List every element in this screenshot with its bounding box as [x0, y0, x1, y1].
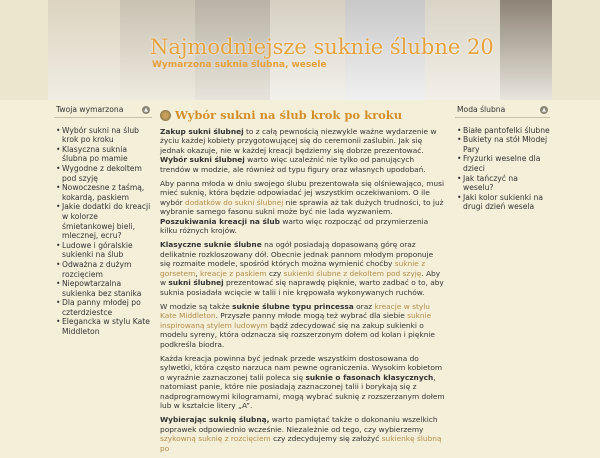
- inline-link[interactable]: kreacje w stylu Kate Middleton: [160, 301, 430, 321]
- sidebar-link[interactable]: • Wybór sukni na ślub krok po kroku: [56, 126, 152, 145]
- text: . Aby w: [160, 268, 441, 288]
- left-sidebar: [54, 104, 152, 337]
- inline-link[interactable]: dodatków do sukni ślubnej: [185, 197, 284, 207]
- text: nie sprawia aż tak dużych trudności, to już wybranie samego fasonu sukni może być nie lada wyzwaniem.: [160, 197, 444, 217]
- header-banner: [0, 0, 600, 100]
- left-sidebar-list: [54, 126, 152, 337]
- site-title[interactable]: Najmodniejsze suknie ślubne 20: [150, 35, 494, 59]
- text: Aby panna młoda w dniu swojego ślubu prezentowała się olśniewająco, musi mieć suknię, która będzie odpowiadać jej wszystkim oczekiwaniom. O ile wybór: [160, 179, 445, 207]
- flower-icon: [160, 110, 171, 121]
- text: ,: [195, 268, 200, 278]
- right-sidebar-list: [455, 126, 550, 212]
- text: czy: [266, 268, 284, 278]
- site-subtitle: Wymarzona suknia ślubna, wesele: [152, 60, 327, 70]
- sidebar-link[interactable]: • Jak tańczyć na weselu?: [457, 174, 550, 193]
- bold-phrase: suknie ślubne typu princessa: [232, 301, 354, 311]
- paragraph: [160, 354, 445, 410]
- text: warto więc uzależnić nie tylko od panujących trendów w modzie, ale również od typu figury oraz własnych upodobań.: [160, 155, 426, 174]
- text: W modzie są także: [160, 301, 233, 311]
- text: bądź zdecydować się na zakup sukienki o modelu syreny, która odznacza się rozszerzonym dołem od kolan i pięknie podkreśla biodra.: [160, 320, 435, 349]
- paragraph: [160, 127, 445, 174]
- left-sidebar-heading: Twoja wymarzona: [56, 105, 124, 114]
- text: prezentować się naprawdę pięknie, warto zadbać o to, aby suknia posiadała wcięcie w talii i nie krępowała wykonywanych ruchów.: [160, 278, 444, 297]
- inline-link[interactable]: szykowną suknię z rozcięciem: [160, 434, 271, 444]
- bold-phrase: Zakup sukni ślubnej: [160, 127, 244, 136]
- collapse-toggle-icon[interactable]: ▲: [142, 106, 150, 114]
- sidebar-link[interactable]: • Elegancka w stylu Kate Middleton: [56, 317, 152, 336]
- bold-phrase: Poszukiwania kreacji na ślub: [160, 216, 280, 226]
- bold-phrase: sukni ślubnej: [168, 278, 224, 288]
- text: warto więc rozpocząć od przymierzenia kilku różnych krojów.: [160, 216, 429, 236]
- text: czy zdecydujemy się założyć: [270, 434, 382, 444]
- sidebar-link[interactable]: • Odważna z dużym rozcięciem: [56, 260, 152, 279]
- right-sidebar: [455, 104, 550, 212]
- bride-photo: [500, 0, 552, 100]
- bride-photo: [48, 0, 120, 100]
- sidebar-link[interactable]: • Klasyczna suknia ślubna po mamie: [56, 145, 152, 164]
- bold-phrase: Klasyczne suknie ślubne: [160, 240, 262, 250]
- paragraph: [160, 302, 445, 349]
- sidebar-link[interactable]: • Jakie dodatki do kreacji w kolorze śmietankowej bieli, mlecznej, ecru?: [56, 202, 152, 240]
- sidebar-link[interactable]: • Fryzurki weselne dla dzieci: [457, 154, 550, 173]
- paragraph: [160, 240, 445, 296]
- article: [160, 107, 445, 458]
- inline-link[interactable]: sukienkę ślubną po: [160, 434, 442, 453]
- text: , natomiast panie, które nie posiadają zaznaczonej talii i borykają się z nadprogramowymi kilogramami, mogą wybrać suknię z rozszerzanym dołem lub w kształcie litery „A”.: [160, 372, 445, 410]
- bold-phrase: suknie o fasonach klasycznych: [305, 372, 434, 382]
- sidebar-link[interactable]: • Nowoczesne z taśmą, kokardą, paskiem: [56, 183, 152, 202]
- bold-phrase: Wybór sukni ślubnej: [160, 155, 245, 165]
- text: oraz: [353, 301, 375, 311]
- paragraph: [160, 415, 445, 453]
- sidebar-link[interactable]: • Bukiety na stół Młodej Pary: [457, 135, 550, 154]
- collapse-toggle-icon[interactable]: ▲: [540, 106, 548, 114]
- post-title: Wybór sukni na ślub krok po kroku: [175, 107, 403, 122]
- sidebar-link[interactable]: • Wygodne z dekoltem pod szyję: [56, 164, 152, 183]
- bold-phrase: Wybierając suknię ślubną,: [160, 415, 270, 425]
- right-sidebar-header: [455, 104, 550, 118]
- sidebar-link[interactable]: • Ludowe i góralskie sukienki na ślub: [56, 241, 152, 260]
- sidebar-link[interactable]: • Białe pantofelki ślubne: [457, 126, 550, 136]
- post-header: [160, 107, 445, 122]
- text: warto pamiętać także o dokonaniu wszelkich poprawek odpowiednio wcześnie. Niezależnie od tego, czy wybierzemy: [160, 415, 438, 434]
- inline-link[interactable]: sukienki ślubne z dekoltem pod szyję: [283, 268, 422, 278]
- sidebar-link[interactable]: • Niepowtarzalna sukienka bez stanika: [56, 279, 152, 298]
- text: na ogół posiadają dopasowaną górę oraz delikatnie rozkloszowany dół. Obecnie jednak pannom młodym proponuje się rozmaite modele, spośród których można wymienić choćby: [160, 240, 434, 269]
- sidebar-link[interactable]: • Dla panny młodej po czterdziestce: [56, 298, 152, 317]
- right-sidebar-heading: Moda ślubna: [457, 105, 506, 114]
- text: Każda kreacja powinna być jednak przede wszystkim dostosowana do sylwetki, która często narzuca nam pewne ograniczenia. Wysokim kobietom o wyraźnie zaznaczonej talii poleca się: [160, 353, 443, 382]
- sidebar-link[interactable]: • Jaki kolor sukienki na drugi dzień wesela: [457, 193, 550, 212]
- text: to z całą pewnością niezwykle ważne wydarzenie w życiu każdej kobiety przygotowującej się do ceremonii zaślubin. Jak się jednak okazuje, nie w każdej kreacji będziemy się dobrze prezentować.: [160, 127, 437, 155]
- inline-link[interactable]: suknie inspirowaną stylem ludowym: [160, 311, 432, 330]
- left-sidebar-header: [54, 104, 152, 118]
- inline-link[interactable]: kreacje z paskiem: [200, 268, 267, 278]
- paragraph: [160, 179, 445, 235]
- text: . Przyszłe panny młode mogą też wybrać dla siebie: [215, 311, 408, 321]
- inline-link[interactable]: suknie z gorsetem: [160, 259, 426, 278]
